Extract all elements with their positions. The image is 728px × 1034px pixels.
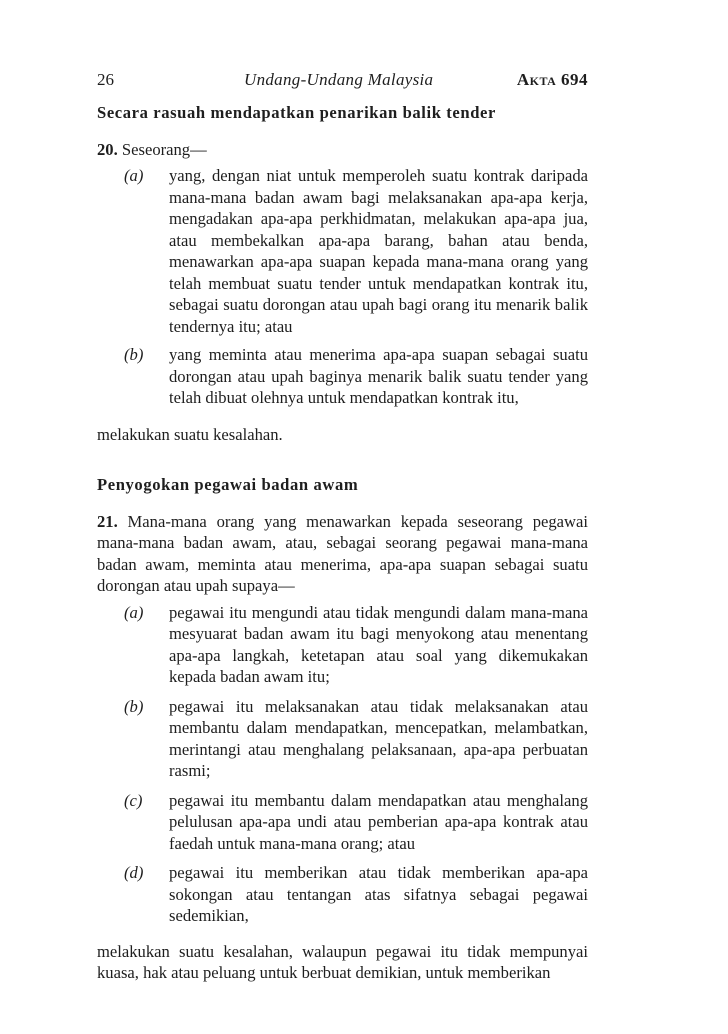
section-21-item-a	[97, 602, 588, 688]
item-text: yang meminta atau menerima apa-apa suapan sebagai suatu dorongan atau upah baginya menarik balik suatu tender yang telah dibuat olehnya untuk mendapatkan kontrak itu,	[169, 345, 588, 407]
item-text: pegawai itu mengundi atau tidak mengundi dalam mana-mana mesyuarat badan awam itu bagi menyokong atau menentang apa-apa langkah, ketetapan atau soal yang dikemukakan kepada badan awam itu;	[169, 602, 588, 686]
section-21-item-d	[97, 862, 588, 927]
section-21-intro-text: Mana-mana orang yang menawarkan kepada seseorang pegawai mana-mana badan awam, atau, sebagai seorang pegawai mana-mana badan awam, meminta atau menerima, apa-apa suapan sebagai suatu dorongan atau upah supaya—	[97, 511, 588, 595]
item-text: pegawai itu membantu dalam mendapatkan atau menghalang pelulusan apa-apa undi atau pemberian apa-apa kontrak atau faedah untuk mana-mana orang; atau	[169, 790, 588, 853]
section-20-heading: Secara rasuah mendapatkan penarikan balik tender	[97, 103, 496, 122]
section-21-intro	[97, 511, 588, 597]
section-20-closing: melakukan suatu kesalahan.	[97, 424, 283, 444]
section-20-number: 20.	[97, 139, 118, 159]
section-20-item-a	[97, 165, 588, 337]
item-label: (a)	[124, 602, 144, 622]
item-label: (a)	[124, 166, 144, 185]
act-number: Akta 694	[516, 70, 588, 89]
section-20-intro	[97, 139, 588, 161]
item-text: pegawai itu melaksanakan atau tidak melaksanakan atau membantu dalam mendapatkan, mencepatkan, melambatkan, merintangi atau menghalang pelaksanaan, apa-apa perbuatan rasmi;	[169, 696, 588, 780]
item-text: pegawai itu memberikan atau tidak memberikan apa-apa sokongan atau tentangan atas sifatnya sebagai pegawai sedemikian,	[169, 863, 588, 925]
section-21-number: 21.	[97, 511, 118, 531]
item-label: (b)	[124, 345, 144, 364]
item-label: (c)	[124, 790, 143, 810]
section-20-item-b	[97, 344, 588, 409]
section-20-intro-text: Seseorang—	[121, 139, 207, 159]
item-label: (d)	[124, 863, 144, 882]
section-21-closing: melakukan suatu kesalahan, walaupun pegawai itu tidak mempunyai kuasa, hak atau peluang untuk berbuat demikian, untuk memberikan	[97, 941, 588, 982]
section-21-heading: Penyogokan pegawai badan awam	[97, 475, 359, 494]
section-21-item-b	[97, 696, 588, 782]
item-text: yang, dengan niat untuk memperoleh suatu kontrak daripada mana-mana badan awam bagi melaksanakan apa-apa kerja, mengadakan apa-apa perkhidmatan, melakukan apa-apa jua, atau membekalkan apa-apa barang, bahan atau benda, menawarkan apa-apa suapan kepada mana-mana orang yang telah membuat suatu tender untuk mendapatkan kontrak itu, sebagai suatu dorongan atau upah bagi orang itu menarik balik tendernya itu; atau	[169, 166, 588, 336]
header-title: Undang-Undang Malaysia	[244, 70, 434, 89]
item-label: (b)	[124, 696, 144, 716]
section-21-item-c	[97, 790, 588, 855]
page-content	[97, 102, 588, 984]
page-header	[97, 69, 588, 93]
page-number: 26	[97, 70, 114, 89]
